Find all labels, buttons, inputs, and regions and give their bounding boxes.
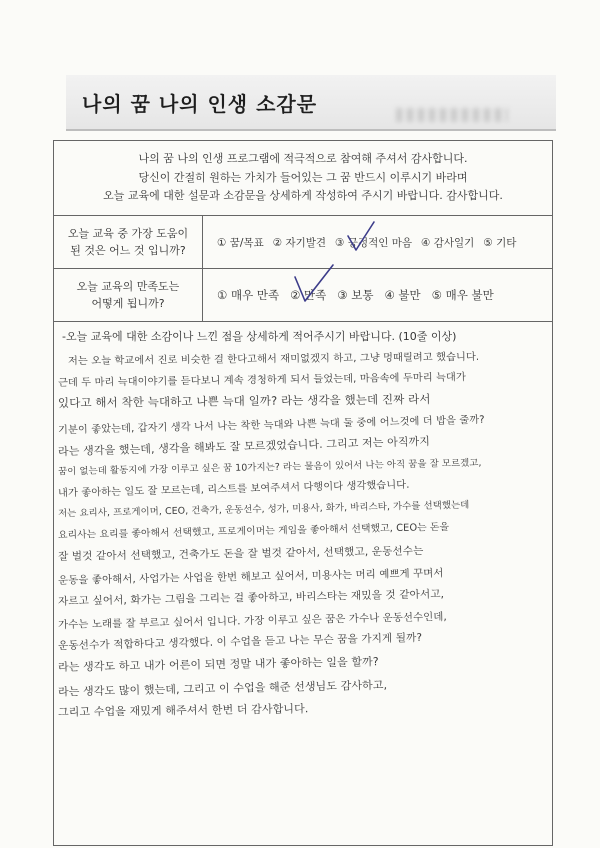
handwritten-line: 꿈이 없는데 활동지에 가장 이루고 싶은 꿈 10가지는? 라는 물음이 있어서 나는 아직 꿈을 잘 모르겠고, [57, 457, 482, 478]
handwritten-line: 운동선수가 적합하다고 생각했다. 이 수업을 듣고 나는 무슨 꿈을 가지게 될까? [57, 631, 423, 653]
intro-line: 당신이 간절히 원하는 가치가 들어있는 그 꿈 반드시 이루시기 바라며 [138, 170, 468, 184]
question-2-label-line: 오늘 교육의 만족도는 [76, 280, 180, 293]
intro-box [54, 141, 552, 216]
question-1-label-line: 오늘 교육 중 가장 도움이 [67, 227, 189, 240]
q2-option-neutral[interactable]: ③ 보통 [337, 288, 374, 302]
handwritten-line: 잘 벌것 같아서 선택했고, 건축가도 돈을 잘 벌것 같아서, 선택했고, 운동선수는 [57, 545, 424, 563]
handwritten-line: 저는 오늘 학교에서 진로 비슷한 걸 한다고해서 재미없겠지 하고, 그냥 멍때릴려고 했습니다. [67, 351, 480, 368]
page-title: 나의 꿈 나의 인생 소감문 [82, 92, 318, 116]
handwritten-line: 라는 생각을 했는데, 생각을 해봐도 잘 모르겠었습니다. 그리고 저는 아직까지 [57, 434, 431, 459]
redacted-name [396, 108, 508, 122]
handwritten-line: 기분이 좋았는데, 갑자기 생각 나서 나는 착한 늑대와 나쁜 늑대 둘 중에 어느것에 더 밥을 줄까? [57, 414, 485, 437]
handwritten-line: 라는 생각도 많이 했는데, 그리고 이 수업을 해준 선생님도 감사하고, [57, 678, 388, 699]
handwritten-line: 라는 생각도 하고 내가 어른이 되면 정말 내가 좋아하는 일을 할까? [57, 655, 379, 674]
handwritten-line: 근데 두 마리 늑대이야기를 듣다보니 계속 경청하게 되서 들었는데, 마음속에 두마리 늑대가 [57, 372, 466, 389]
handwritten-line: 자르고 싶어서, 화가는 그림을 그리는 걸 좋아하고, 바리스타는 재밌을 것 같아서고, [57, 588, 445, 608]
question-1-label-line: 된 것은 어느 것 입니까? [70, 244, 186, 257]
handwritten-line: 요리사는 요리를 좋아해서 선택했고, 프로게이머는 게임을 좋아해서 선택했고, CEO는 돈을 [57, 521, 450, 542]
q1-option-positive-mind[interactable]: ③ 긍정적인 마음 [335, 236, 412, 249]
survey-form [53, 140, 553, 846]
question-2-label [54, 269, 203, 321]
question-2-label-line: 어떻게 됩니까? [91, 297, 165, 310]
handwritten-line: 운동을 좋아해서, 사업가는 사업을 한번 해보고 싶어서, 미용사는 머리 예쁘게 꾸며서 [57, 567, 444, 587]
handwritten-line: 있다고 해서 착한 늑대하고 나쁜 늑대 일까? 라는 생각을 했는데 진짜 라서 [57, 392, 431, 410]
free-response-prompt: -오늘 교육에 대한 소감이나 느낀 점을 상세하게 적어주시기 바랍니다. (10줄 이상) [62, 330, 457, 343]
intro-line: 오늘 교육에 대한 설문과 소감문을 상세하게 작성하여 주시기 바랍니다. 감사합니다. [103, 189, 503, 203]
checkmark-icon [291, 263, 337, 309]
q2-option-dissatisfied[interactable]: ④ 불만 [384, 288, 421, 302]
intro-line: 나의 꿈 나의 인생 프로그램에 적극적으로 참여해 주셔서 감사합니다. [138, 152, 468, 166]
checkmark-icon [344, 218, 384, 258]
q2-option-satisfied[interactable]: ② 만족 [290, 288, 327, 302]
question-2-row [54, 269, 552, 322]
question-2-options [203, 269, 552, 321]
handwritten-line: 저는 요리사, 프로게이머, CEO, 건축가, 운동선수, 성가, 미용사, 화가, 바리스타, 가수를 선택했는데 [57, 499, 470, 520]
q1-option-gratitude-journal[interactable]: ④ 감사일기 [421, 236, 475, 249]
question-1-label [54, 216, 203, 268]
q1-option-goal[interactable]: ① 꿈/목표 [217, 236, 264, 249]
q2-option-very-dissatisfied[interactable]: ⑤ 매우 불만 [431, 288, 494, 302]
handwritten-line: 내가 좋아하는 일도 잘 모르는데, 리스트를 보여주셔서 다행이다 생각했습니다. [57, 479, 410, 500]
question-1-options [203, 216, 552, 268]
question-1-row [54, 216, 552, 269]
q1-option-self-discovery[interactable]: ② 자기발견 [272, 236, 327, 249]
handwritten-line: 가수는 노래를 잘 부르고 싶어서 입니다. 가장 이루고 싶은 꿈은 가수나 운동선수인데, [57, 610, 448, 632]
q2-option-very-satisfied[interactable]: ① 매우 만족 [217, 288, 280, 302]
q1-option-other[interactable]: ⑤ 기타 [483, 236, 517, 249]
handwritten-line: 그리고 수업을 재밌게 해주셔서 한번 더 감사합니다. [57, 702, 309, 719]
